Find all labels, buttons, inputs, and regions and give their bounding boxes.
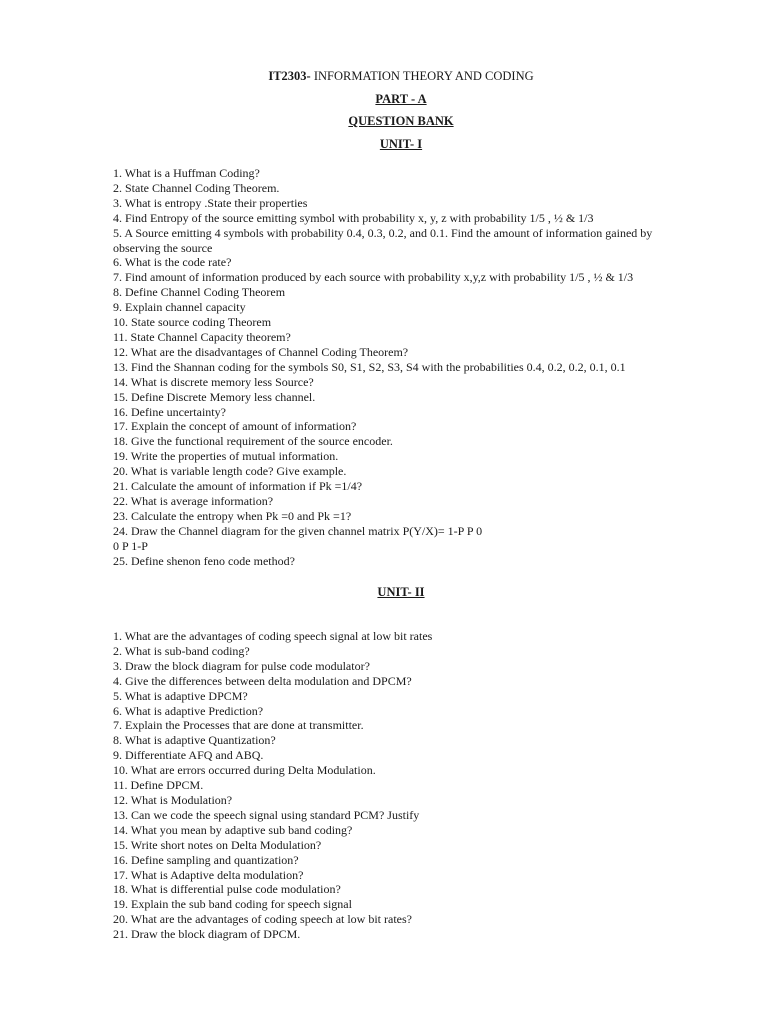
question-item: 4. Give the differences between delta modulation and DPCM? <box>113 673 412 688</box>
question-item: 11. State Channel Capacity theorem? <box>113 329 291 344</box>
question-item: 16. Define sampling and quantization? <box>113 852 299 867</box>
question-item: 9. Differentiate AFQ and ABQ. <box>113 748 264 763</box>
unit-2-heading: UNIT- II <box>377 585 425 599</box>
question-item: 6. What is adaptive Prediction? <box>113 703 264 718</box>
question-item: 4. Find Entropy of the source emitting symbol with probability x, y, z with probability 1/5 , ½ & 1/3 <box>113 210 594 225</box>
question-item: 6. What is the code rate? <box>113 255 232 270</box>
question-item: 7. Explain the Processes that are done at transmitter. <box>113 718 364 733</box>
question-item: 10. State source coding Theorem <box>113 315 272 330</box>
question-item: 9. Explain channel capacity <box>113 300 246 315</box>
question-item: 13. Can we code the speech signal using standard PCM? Justify <box>113 807 420 822</box>
question-item: 5. What is adaptive DPCM? <box>113 688 248 703</box>
course-code: IT2303- <box>268 69 311 83</box>
question-item: 2. What is sub-band coding? <box>113 643 250 658</box>
question-item: 24. Draw the Channel diagram for the given channel matrix P(Y/X)= 1-P P 0 <box>113 523 483 538</box>
question-item: 3. Draw the block diagram for pulse code modulator? <box>113 658 370 673</box>
question-item: 15. Define Discrete Memory less channel. <box>113 389 316 404</box>
course-title: INFORMATION THEORY AND CODING <box>310 69 534 83</box>
unit-2-question-list <box>113 629 673 942</box>
unit-1-question-list <box>113 166 673 568</box>
question-item: 17. Explain the concept of amount of information? <box>113 419 357 434</box>
question-item: 15. Write short notes on Delta Modulation? <box>113 837 322 852</box>
question-item: 22. What is average information? <box>113 493 274 508</box>
question-item: 10. What are errors occurred during Delta Modulation. <box>113 763 376 778</box>
question-item: 19. Explain the sub band coding for speech signal <box>113 897 352 912</box>
part-heading: PART - A <box>375 92 427 106</box>
question-item: 23. Calculate the entropy when Pk =0 and Pk =1? <box>113 508 352 523</box>
question-item: 13. Find the Shannan coding for the symbols S0, S1, S2, S3, S4 with the probabilities 0.4, 0.2, 0.2, 0.1, 0.1 <box>113 359 626 374</box>
question-item: 12. What is Modulation? <box>113 792 233 807</box>
unit-1-heading: UNIT- I <box>379 137 423 151</box>
question-item: 1. What are the advantages of coding speech signal at low bit rates <box>113 629 433 643</box>
question-item: 17. What is Adaptive delta modulation? <box>113 867 304 882</box>
question-item: 21. Calculate the amount of information if Pk =1/4? <box>113 479 363 494</box>
question-item: 1. What is a Huffman Coding? <box>113 166 260 180</box>
question-item: 12. What are the disadvantages of Channel Coding Theorem? <box>113 344 409 359</box>
question-item: 16. Define uncertainty? <box>113 404 226 419</box>
question-item: 5. A Source emitting 4 symbols with probability 0.4, 0.3, 0.2, and 0.1. Find the amount of information gained by observing the source <box>113 225 653 255</box>
question-item: 20. What are the advantages of coding speech at low bit rates? <box>113 912 412 927</box>
question-item: 19. Write the properties of mutual information. <box>113 449 339 464</box>
question-item: 8. Define Channel Coding Theorem <box>113 285 286 300</box>
question-item: 18. Give the functional requirement of the source encoder. <box>113 434 393 449</box>
question-item: 8. What is adaptive Quantization? <box>113 733 276 748</box>
question-item: 25. Define shenon feno code method? <box>113 553 295 568</box>
question-item: 11. Define DPCM. <box>113 778 204 793</box>
question-item: 20. What is variable length code? Give example. <box>113 464 347 479</box>
question-item: 0 P 1-P <box>113 538 148 553</box>
question-item: 14. What you mean by adaptive sub band coding? <box>113 822 353 837</box>
question-item: 21. Draw the block diagram of DPCM. <box>113 927 301 942</box>
question-item: 7. Find amount of information produced by each source with probability x,y,z with probability 1/5 , ½ & 1/3 <box>113 270 634 285</box>
question-item: 2. State Channel Coding Theorem. <box>113 180 280 195</box>
question-bank-heading: QUESTION BANK <box>348 114 454 128</box>
question-item: 3. What is entropy .State their properties <box>113 195 308 210</box>
question-item: 14. What is discrete memory less Source? <box>113 374 314 389</box>
document-title <box>0 69 768 84</box>
question-item: 18. What is differential pulse code modulation? <box>113 882 341 897</box>
